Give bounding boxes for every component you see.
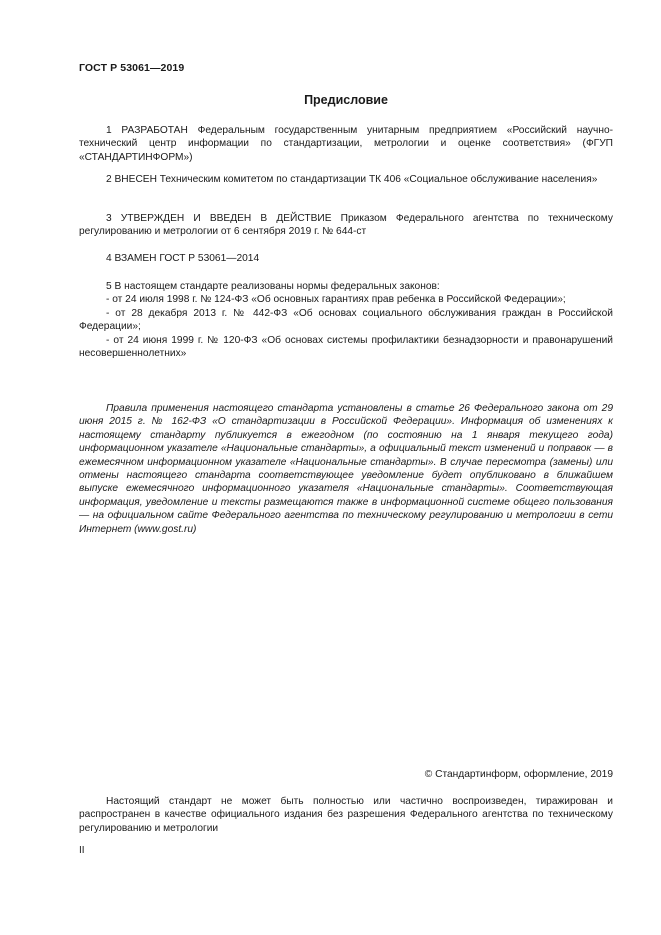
usage-notice-text: Правила применения настоящего стандарта установлены в статье 26 Федерального закона от 29 июня 2015 г. № 162-ФЗ «О стандартизации в Российской Федерации». Информация об изменениях к настоящему стандарту публикуется в ежегодном (по состоянию на 1 января текущего года) информационном указателе «Национальные стандарты», а официальный текст изменений и поправок — в ежемесячном информационном указателе «Национальные стандарты». В случае пересмотра (замены) или отмены настоящего стандарта соответствующее уведомление будет опубликовано в ближайшем выпуске ежемесячного информационного указателя «Национальные стандарты». Соответствующая информация, уведомление и тексты размещаются также в информационной системе общего пользования — на официальном сайте Федерального агентства по техническому регулированию и метрологии в сети Интернет (www.gost.ru) [79,403,613,535]
section-2 [79,173,613,186]
law-item: - от 24 июня 1999 г. № 120-ФЗ «Об основах системы профилактики безнадзорности и правонарушений несовершеннолетних» [79,334,613,360]
section-2-text: 2 ВНЕСЕН Техническим комитетом по стандартизации ТК 406 «Социальное обслуживание населения» [106,174,598,185]
section-1 [79,124,613,164]
usage-notice [79,402,613,536]
copyright-line: © Стандартинформ, оформление, 2019 [424,769,613,780]
section-3 [79,212,613,239]
law-item: - от 24 июля 1998 г. № 124-ФЗ «Об основных гарантиях прав ребенка в Российской Федерации»; [106,294,566,306]
page-number: II [79,845,85,856]
section-5-intro: 5 В настоящем стандарте реализованы нормы федеральных законов: [106,281,440,292]
law-item: - от 28 декабря 2013 г. № 442-ФЗ «Об основах социального обслуживания граждан в Российской Федерации»; [79,307,613,333]
standard-code: ГОСТ Р 53061—2019 [79,62,185,74]
rights-notice [79,795,613,835]
section-3-text: 3 УТВЕРЖДЕН И ВВЕДЕН В ДЕЙСТВИЕ Приказом Федерального агентства по техническому регулированию и метрологии от 6 сентября 2019 г. № 644-ст [79,213,613,238]
section-1-text: 1 РАЗРАБОТАН Федеральным государственным унитарным предприятием «Российский научно-технический центр информации по стандартизации, метрологии и оценке соответствия» (ФГУП «СТАНДАРТИНФОРМ») [79,125,613,163]
page-title: Предисловие [304,93,388,107]
section-4-text: 4 ВЗАМЕН ГОСТ Р 53061—2014 [106,253,260,264]
section-5 [79,280,613,360]
rights-notice-text: Настоящий стандарт не может быть полностью или частично воспроизведен, тиражирован и распространен в качестве официального издания без разрешения Федерального агентства по техническому регулированию и метрологии [79,796,613,834]
section-4 [79,252,613,265]
